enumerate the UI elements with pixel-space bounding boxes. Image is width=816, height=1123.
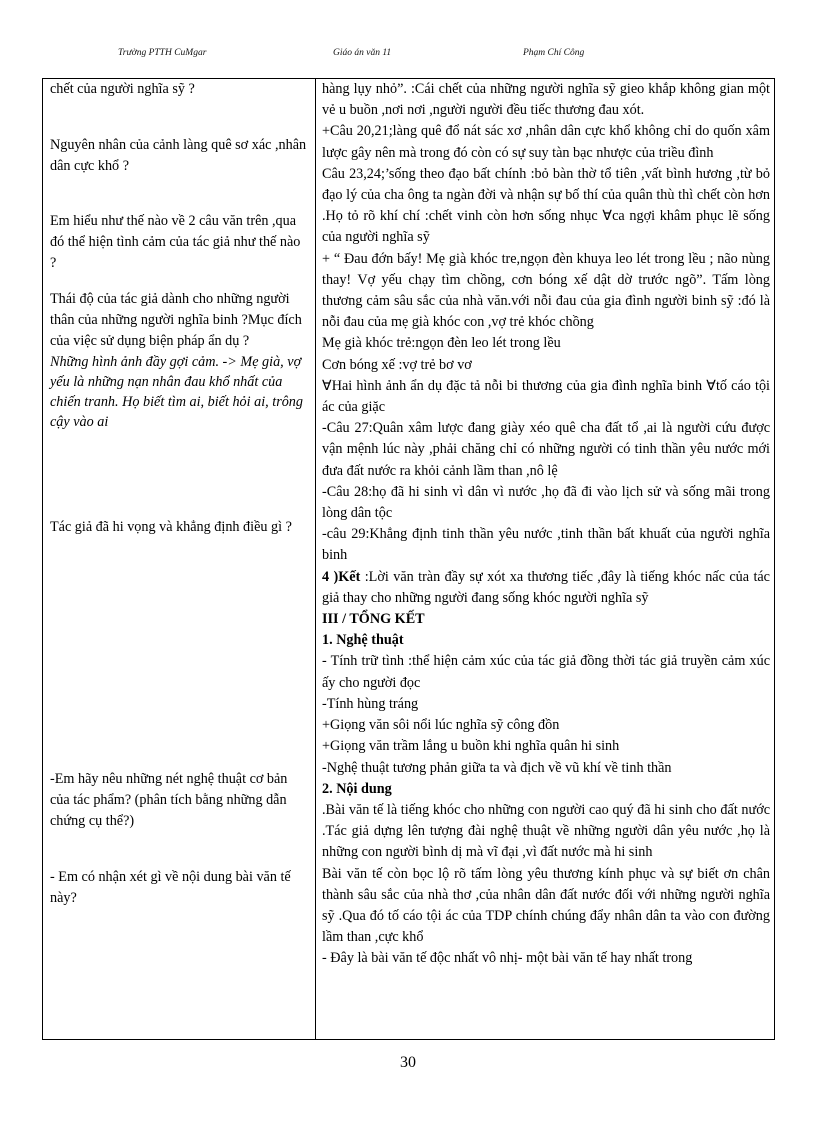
answer-line: - Tính trữ tình :thể hiện cảm xúc của tác giả đồng thời tác giả truyền cảm xúc ấy cho người đọc — [322, 653, 770, 691]
question-5: Tác giả đã hi vọng và khẳng định điều gì ? — [50, 519, 292, 535]
conclusion-label: 4 )Kết — [322, 568, 361, 585]
answer-line: +Câu 20,21;làng quê đổ nát sác xơ ,nhân dân cực khổ không chỉ do quốn xâm lược gây nên mà trong đó còn có sự suy tàn bạc nhược của triều đình — [322, 123, 770, 161]
answer-line: .Bài văn tế là tiếng khóc cho những con người cao quý đã hi sinh cho đất nước .Tác giả dựng lên tượng đài nghệ thuật về những người dân yêu nước ,họ là những con người bình dị mà vĩ đại ,vì đất nước mà hi sinh — [322, 801, 770, 861]
section-title-tong-ket: III / TỔNG KẾT — [322, 611, 425, 628]
conclusion-paragraph — [322, 567, 770, 609]
subsection-title-noi-dung: 2. Nội dung — [322, 780, 392, 797]
answer-line: - Đây là bài văn tế độc nhất vô nhị- một bài văn tế hay nhất trong — [322, 950, 693, 967]
answer-line: Mẹ già khóc trẻ:ngọn đèn leo lét trong lều — [322, 335, 561, 352]
header-subject: Giáo án văn 11 — [333, 48, 392, 58]
table-row — [43, 79, 775, 1040]
questions-column — [43, 79, 316, 1040]
header-school: Trường PTTH CuMgar — [118, 48, 207, 58]
subsection-title-nghe-thuat: 1. Nghệ thuật — [322, 632, 404, 649]
answer-line: -Tính hùng tráng — [322, 695, 419, 712]
answer-line: + “ Đau đớn bấy! Mẹ già khóc tre,ngọn đèn khuya leo lét trong lều ; não nùng thay! Vợ yếu chạy tìm chồng, cơn bóng xế dật dờ trước ngõ”. Tấm lòng thương cảm sâu sắc của nhà văn.với nỗi đau của gia đình người binh sỹ :đó là nỗi đau của mẹ già khóc con ,vợ trẻ khóc chồng — [322, 250, 770, 331]
answer-line: hàng lụy nhỏ”. :Cái chết của những người nghĩa sỹ gieo khắp không gian một vẻ u buồn ,nơi nơi ,người người đều tiếc thương đau xót. — [322, 81, 770, 119]
question-6: -Em hãy nêu những nét nghệ thuật cơ bản của tác phẩm? (phân tích bằng những dẫn chứng cụ thể?) — [50, 771, 288, 829]
answer-line: Bài văn tế còn bọc lộ rõ tấm lòng yêu thương kính phục và sự biết ơn chân thành sâu sắc của nhà thơ ,của nhân dân đất nước đối với những người nghĩa sỹ .Qua đó tố cáo tội ác của TDP chính chúng đẩy nhân dân ta vào con đường lầm than ,cực khổ — [322, 865, 770, 946]
lesson-table — [42, 78, 775, 1040]
answer-line: +Giọng văn sôi nổi lúc nghĩa sỹ công đồn — [322, 717, 560, 734]
question-7: - Em có nhận xét gì về nội dung bài văn tế này? — [50, 869, 291, 906]
answers-column — [316, 79, 775, 1040]
question-2: Nguyên nhân của cảnh làng quê sơ xác ,nhân dân cực khổ ? — [50, 137, 307, 174]
header-teacher: Phạm Chí Công — [523, 48, 585, 58]
question-1: chết của người nghĩa sỹ ? — [50, 81, 195, 97]
answer-line: ∀Hai hình ảnh ẩn dụ đặc tả nỗi bi thương của gia đình nghĩa binh ∀tố cáo tội ác của giặc — [322, 377, 770, 416]
conclusion-text: :Lời văn tràn đầy sự xót xa thương tiếc ,đây là tiếng khóc nấc của tác giả thay cho những người đang sống khóc người nghĩa sỹ — [322, 568, 770, 606]
question-4-note: Những hình ảnh đầy gợi cảm. -> Mẹ già, vợ yếu là những nạn nhân đau khổ nhất của chiến tranh. Họ biết tìm ai, biết hỏi ai, trông cậy vào ai — [50, 354, 303, 430]
page-number: 30 — [400, 1054, 416, 1071]
answer-line: Cơn bóng xế :vợ trẻ bơ vơ — [322, 356, 472, 373]
answer-line: +Giọng văn trầm lắng u buồn khi nghĩa quân hi sinh — [322, 738, 620, 755]
answer-line: -Câu 27:Quân xâm lược đang giày xéo quê cha đất tổ ,ai là người cứu được vận mệnh lúc này ,phải chăng chỉ có những người có tinh thần yêu nước mới đưa đất nước ra khỏi cảnh lầm than ,nô lệ — [322, 420, 770, 479]
question-3: Em hiểu như thế nào về 2 câu văn trên ,qua đó thể hiện tình cảm của tác giả như thế nào ? — [50, 213, 301, 271]
question-4: Thái độ của tác giả dành cho những người thân của những người nghĩa binh ?Mục đích của việc sử dụng biện pháp ẩn dụ ? — [50, 291, 302, 349]
answer-line: -Câu 28:họ đã hi sinh vì dân vì nước ,họ đã đi vào lịch sử và sống mãi trong lòng dân tộc — [322, 483, 770, 522]
answer-line: -Nghệ thuật tương phản giữa ta và địch về vũ khí về tinh thần — [322, 759, 672, 776]
answer-line: -câu 29:Khẳng định tinh thần yêu nước ,tinh thần bất khuất của người nghĩa binh — [322, 526, 770, 564]
answer-line: Câu 23,24;’sống theo đạo bất chính :bỏ bàn thờ tổ tiên ,vất bình hương ,từ bỏ đạo lý của cha ông ta ngàn đời và nhận sự bố thí của quân thù thì chết còn hơn .Họ tỏ rõ khí chí :chết vinh còn hơn sống nhục ∀ca ngợi khâm phục lẽ sống của người nghĩa sỹ — [322, 165, 770, 246]
